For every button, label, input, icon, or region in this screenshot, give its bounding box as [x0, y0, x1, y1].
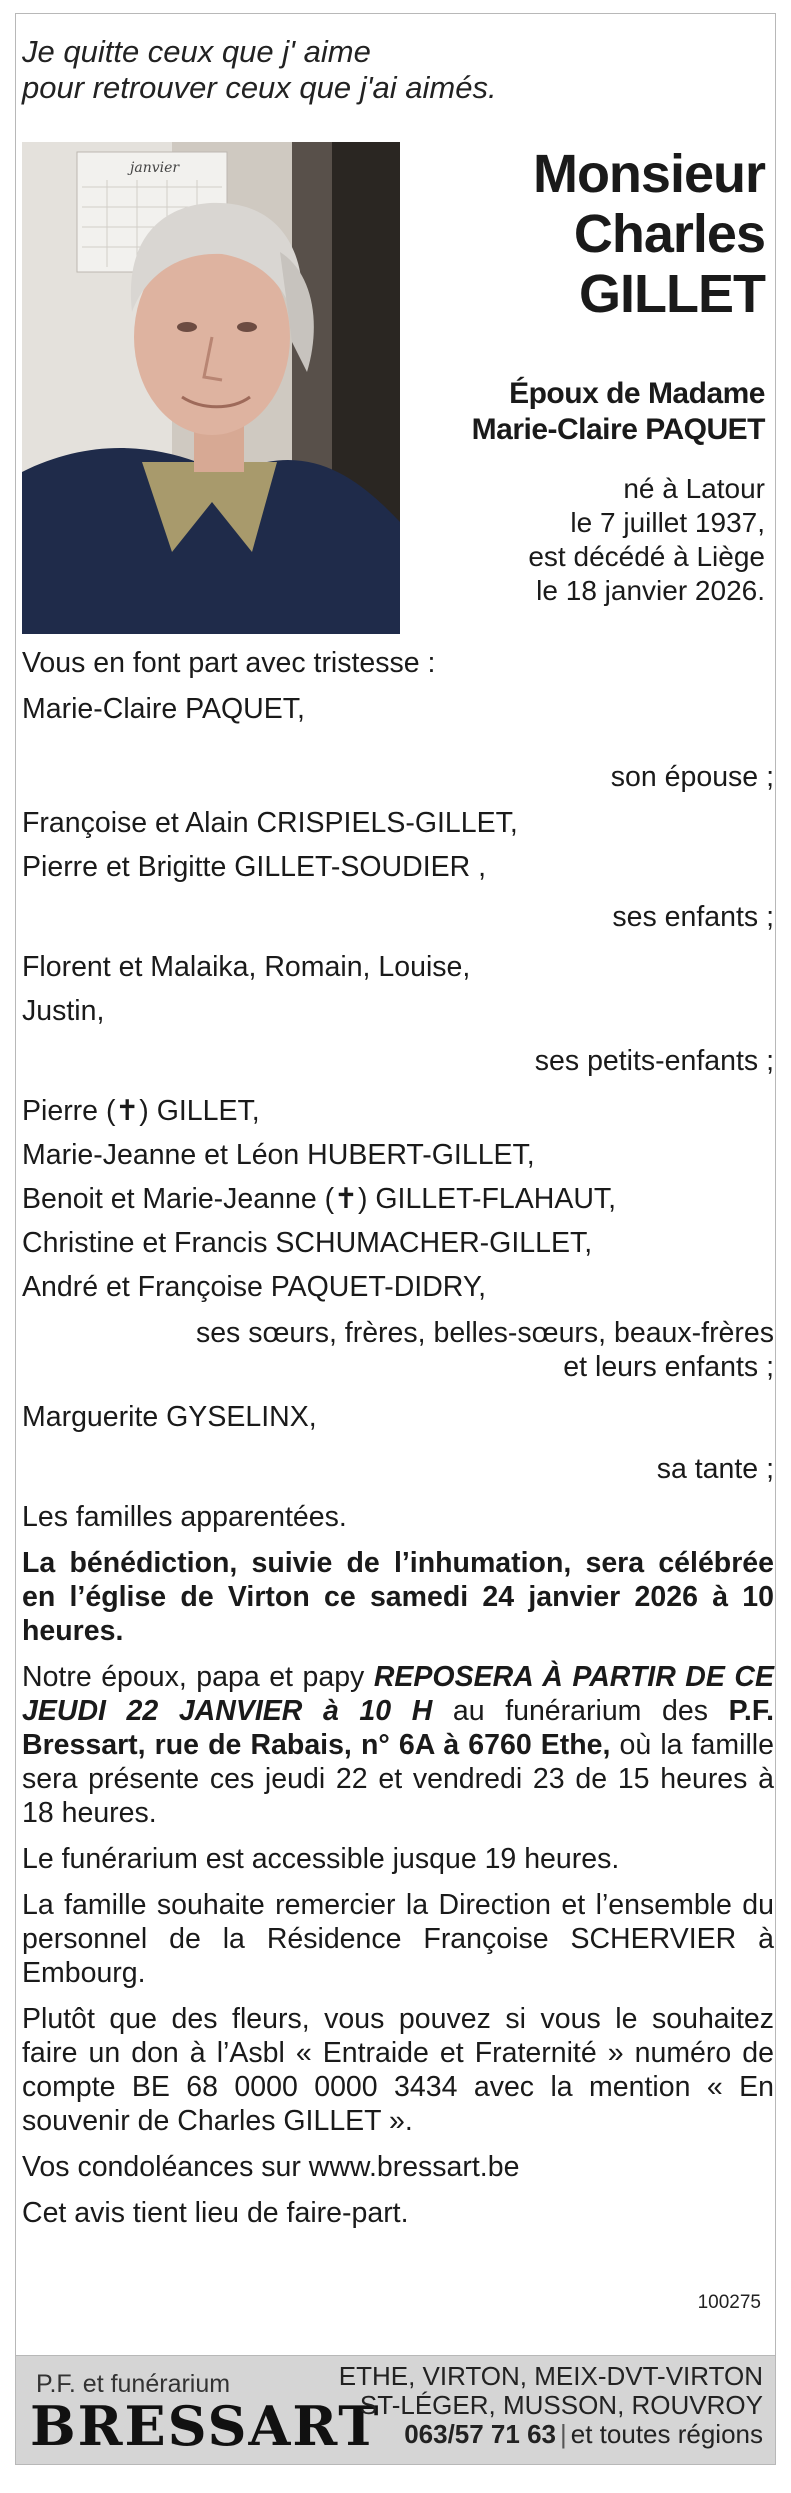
visitation-part: au funérarium des	[432, 1695, 729, 1727]
birth-date: le 7 juillet 1937,	[570, 507, 765, 538]
opening-quote	[22, 34, 722, 106]
visitation-part: Notre époux, papa et papy	[22, 1661, 374, 1693]
towns-line: ST-LÉGER, MUSSON, ROUVROY	[359, 2390, 763, 2420]
family-role: ses sœurs, frères, belles-sœurs, beaux-frères	[195, 1317, 774, 1349]
visitation-text	[22, 1660, 774, 1830]
calendar-label: janvier	[130, 160, 180, 176]
family-member: André et Françoise PAQUET-DIDRY,	[22, 1271, 487, 1303]
family-role: son épouse ;	[610, 761, 774, 793]
condolences-text: Vos condoléances sur www.bressart.be	[22, 2151, 520, 2183]
family-role: sa tante ;	[656, 1453, 774, 1485]
towns-line: ETHE, VIRTON, MEIX-DVT-VIRTON	[338, 2361, 763, 2391]
death-date: le 18 janvier 2026.	[536, 575, 765, 606]
family-member: Christine et Francis SCHUMACHER-GILLET,	[22, 1227, 593, 1259]
family-member: Pierre (✝) GILLET,	[22, 1095, 260, 1127]
portrait-photo	[22, 142, 400, 634]
ceremony-text: La bénédiction, suivie de l’inhumation, sera célébrée en l’église de Virton ce samedi 24 janvier 2026 à 10 heures.	[22, 1547, 774, 1647]
announcement-body	[22, 646, 774, 2242]
reference-number: 100275	[697, 2292, 761, 2313]
spouse-heading: Époux de Madame	[509, 377, 765, 410]
family-member: Benoit et Marie-Jeanne (✝) GILLET-FLAHAUT,	[22, 1183, 617, 1215]
deceased-title: Monsieur	[532, 144, 765, 204]
death-place: est décédé à Liège	[528, 541, 765, 572]
regions-text: et toutes régions	[570, 2419, 763, 2449]
obituary-notice	[15, 13, 776, 2465]
thanks-text: La famille souhaite remercier la Direction et l’ensemble du personnel de la Résidence Françoise SCHERVIER à Embourg.	[22, 1889, 774, 1989]
donation-text: Plutôt que des fleurs, vous pouvez si vous le souhaitez faire un don à l’Asbl « Entraide et Fraternité » numéro de compte BE 68 0000 0000 3434 avec la mention « En souvenir de Charles GILLET ».	[22, 2003, 774, 2137]
quote-line: Je quitte ceux que j' aime	[22, 34, 371, 69]
banner-label: P.F. et funérarium	[36, 2370, 231, 2398]
brand-logo: BRESSART	[30, 2394, 381, 2458]
phone-number: 063/57 71 63	[404, 2419, 556, 2449]
family-member: Marguerite GYSELINX,	[22, 1401, 317, 1433]
funeral-home-banner	[16, 2355, 775, 2464]
intro-text: Vous en font part avec tristesse :	[22, 647, 436, 679]
family-role: et leurs enfants ;	[563, 1351, 774, 1383]
banner-locations	[339, 2362, 763, 2449]
family-member: Françoise et Alain CRISPIELS-GILLET,	[22, 807, 518, 839]
family-member: Marie-Claire PAQUET,	[22, 693, 305, 725]
contact-line	[339, 2420, 763, 2449]
deceased-details	[410, 144, 765, 608]
quote-line: pour retrouver ceux que j'ai aimés.	[22, 70, 497, 105]
family-member: Florent et Malaika, Romain, Louise,	[22, 951, 471, 983]
deceased-first-name: Charles	[573, 204, 765, 264]
deceased-last-name: GILLET	[579, 264, 765, 324]
related-families: Les familles apparentées.	[22, 1501, 347, 1533]
family-role: ses petits-enfants ;	[534, 1045, 774, 1077]
notice-text: Cet avis tient lieu de faire-part.	[22, 2197, 409, 2229]
spouse-name: Marie-Claire PAQUET	[471, 413, 765, 446]
visitation-emphasis: REPOSERA À PARTIR DE CE JEUDI 22 JANVIER à 10 H	[22, 1661, 774, 1727]
separator: |	[560, 2419, 567, 2449]
family-member: Pierre et Brigitte GILLET-SOUDIER ,	[22, 851, 487, 883]
accessible-hours: Le funérarium est accessible jusque 19 heures.	[22, 1843, 620, 1875]
family-role: ses enfants ;	[612, 901, 774, 933]
birth-line: né à Latour	[623, 473, 765, 504]
funeral-home-address: P.F. Bressart, rue de Rabais, n° 6A à 6760 Ethe,	[22, 1695, 774, 1761]
visitation-part: où la famille sera présente ces jeudi 22 et vendredi 23 de 15 heures à 18 heures.	[22, 1729, 774, 1829]
family-member: Justin,	[22, 995, 105, 1027]
family-member: Marie-Jeanne et Léon HUBERT-GILLET,	[22, 1139, 535, 1171]
